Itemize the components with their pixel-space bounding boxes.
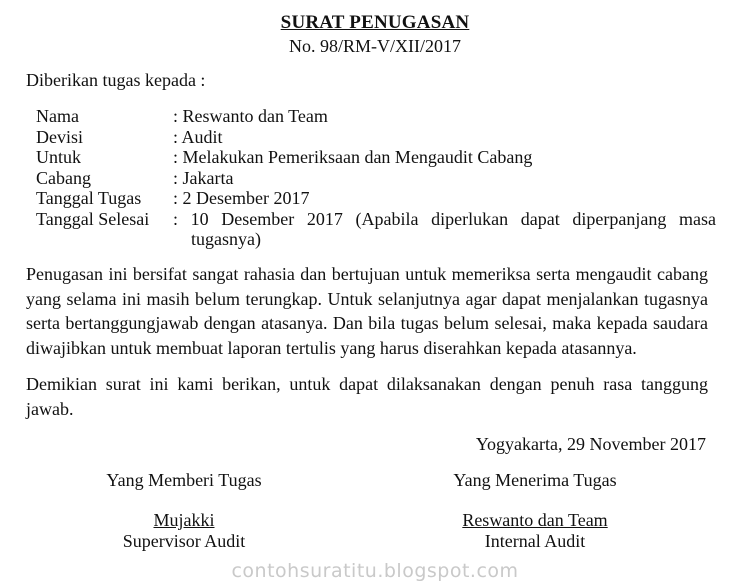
signature-name: Reswanto dan Team <box>462 510 608 530</box>
field-row-nama <box>36 106 716 127</box>
field-row-cabang <box>36 168 716 189</box>
signature-receiver <box>405 470 665 560</box>
field-label: Cabang <box>36 167 91 188</box>
field-value: : Reswanto dan Team <box>173 106 328 126</box>
paragraph-line: yang selama ini masih belum terungkap. Untuk selanjutnya agar dapat menjalankan tugasnya <box>26 288 708 309</box>
intro-text: Diberikan tugas kepada : <box>26 70 206 90</box>
body-paragraph-2 <box>26 372 708 421</box>
signature-position: Supervisor Audit <box>122 531 246 551</box>
paragraph-line: serta bertanggungjawab dengan atasanya. Dan bila tugas belum selesai, maka kepada saudara <box>26 313 708 334</box>
field-row-devisi <box>36 127 716 148</box>
field-label: Tanggal Selesai <box>36 208 150 229</box>
field-value: : Jakarta <box>173 167 234 188</box>
field-label: Tanggal Tugas <box>36 188 142 208</box>
field-value: : Melakukan Pemeriksaan dan Mengaudit Cabang <box>173 147 533 167</box>
field-row-tanggal-tugas <box>36 188 716 209</box>
assignment-fields <box>36 106 716 250</box>
paragraph-line: jawab. <box>26 398 74 419</box>
signature-role: Yang Menerima Tugas <box>453 470 617 490</box>
place-date: Yogyakarta, 29 November 2017 <box>475 434 706 454</box>
field-value-continuation: tugasnya) <box>191 229 261 249</box>
paragraph-line: Penugasan ini bersifat sangat rahasia dan bertujuan untuk memeriksa serta mengaudit cabang <box>26 264 708 284</box>
letter-number: No. 98/RM-V/XII/2017 <box>289 36 461 56</box>
paragraph-line: Demikian surat ini kami berikan, untuk dapat dilaksanakan dengan penuh rasa tanggung <box>26 374 708 394</box>
signature-role: Yang Memberi Tugas <box>106 470 262 490</box>
paragraph-line: diwajibkan untuk membuat laporan tertulis yang harus diserahkan kepada atasannya. <box>26 337 637 358</box>
watermark: contohsuratitu.blogspot.com <box>231 560 519 582</box>
field-label: Devisi <box>36 126 83 147</box>
signature-name: Mujakki <box>153 510 215 530</box>
body-paragraph-1 <box>26 262 708 360</box>
letter-title: SURAT PENUGASAN <box>280 12 470 33</box>
field-row-tanggal-selesai <box>36 209 716 230</box>
field-row-untuk <box>36 147 716 168</box>
field-value: : 2 Desember 2017 <box>173 188 310 208</box>
field-value: : 10 Desember 2017 (Apabila diperlukan dapat diperpanjang masa <box>173 208 716 229</box>
signature-position: Internal Audit <box>484 531 586 551</box>
signature-giver <box>54 470 314 560</box>
field-label: Nama <box>36 106 79 126</box>
field-value: : Audit <box>173 126 223 147</box>
field-label: Untuk <box>36 147 81 167</box>
